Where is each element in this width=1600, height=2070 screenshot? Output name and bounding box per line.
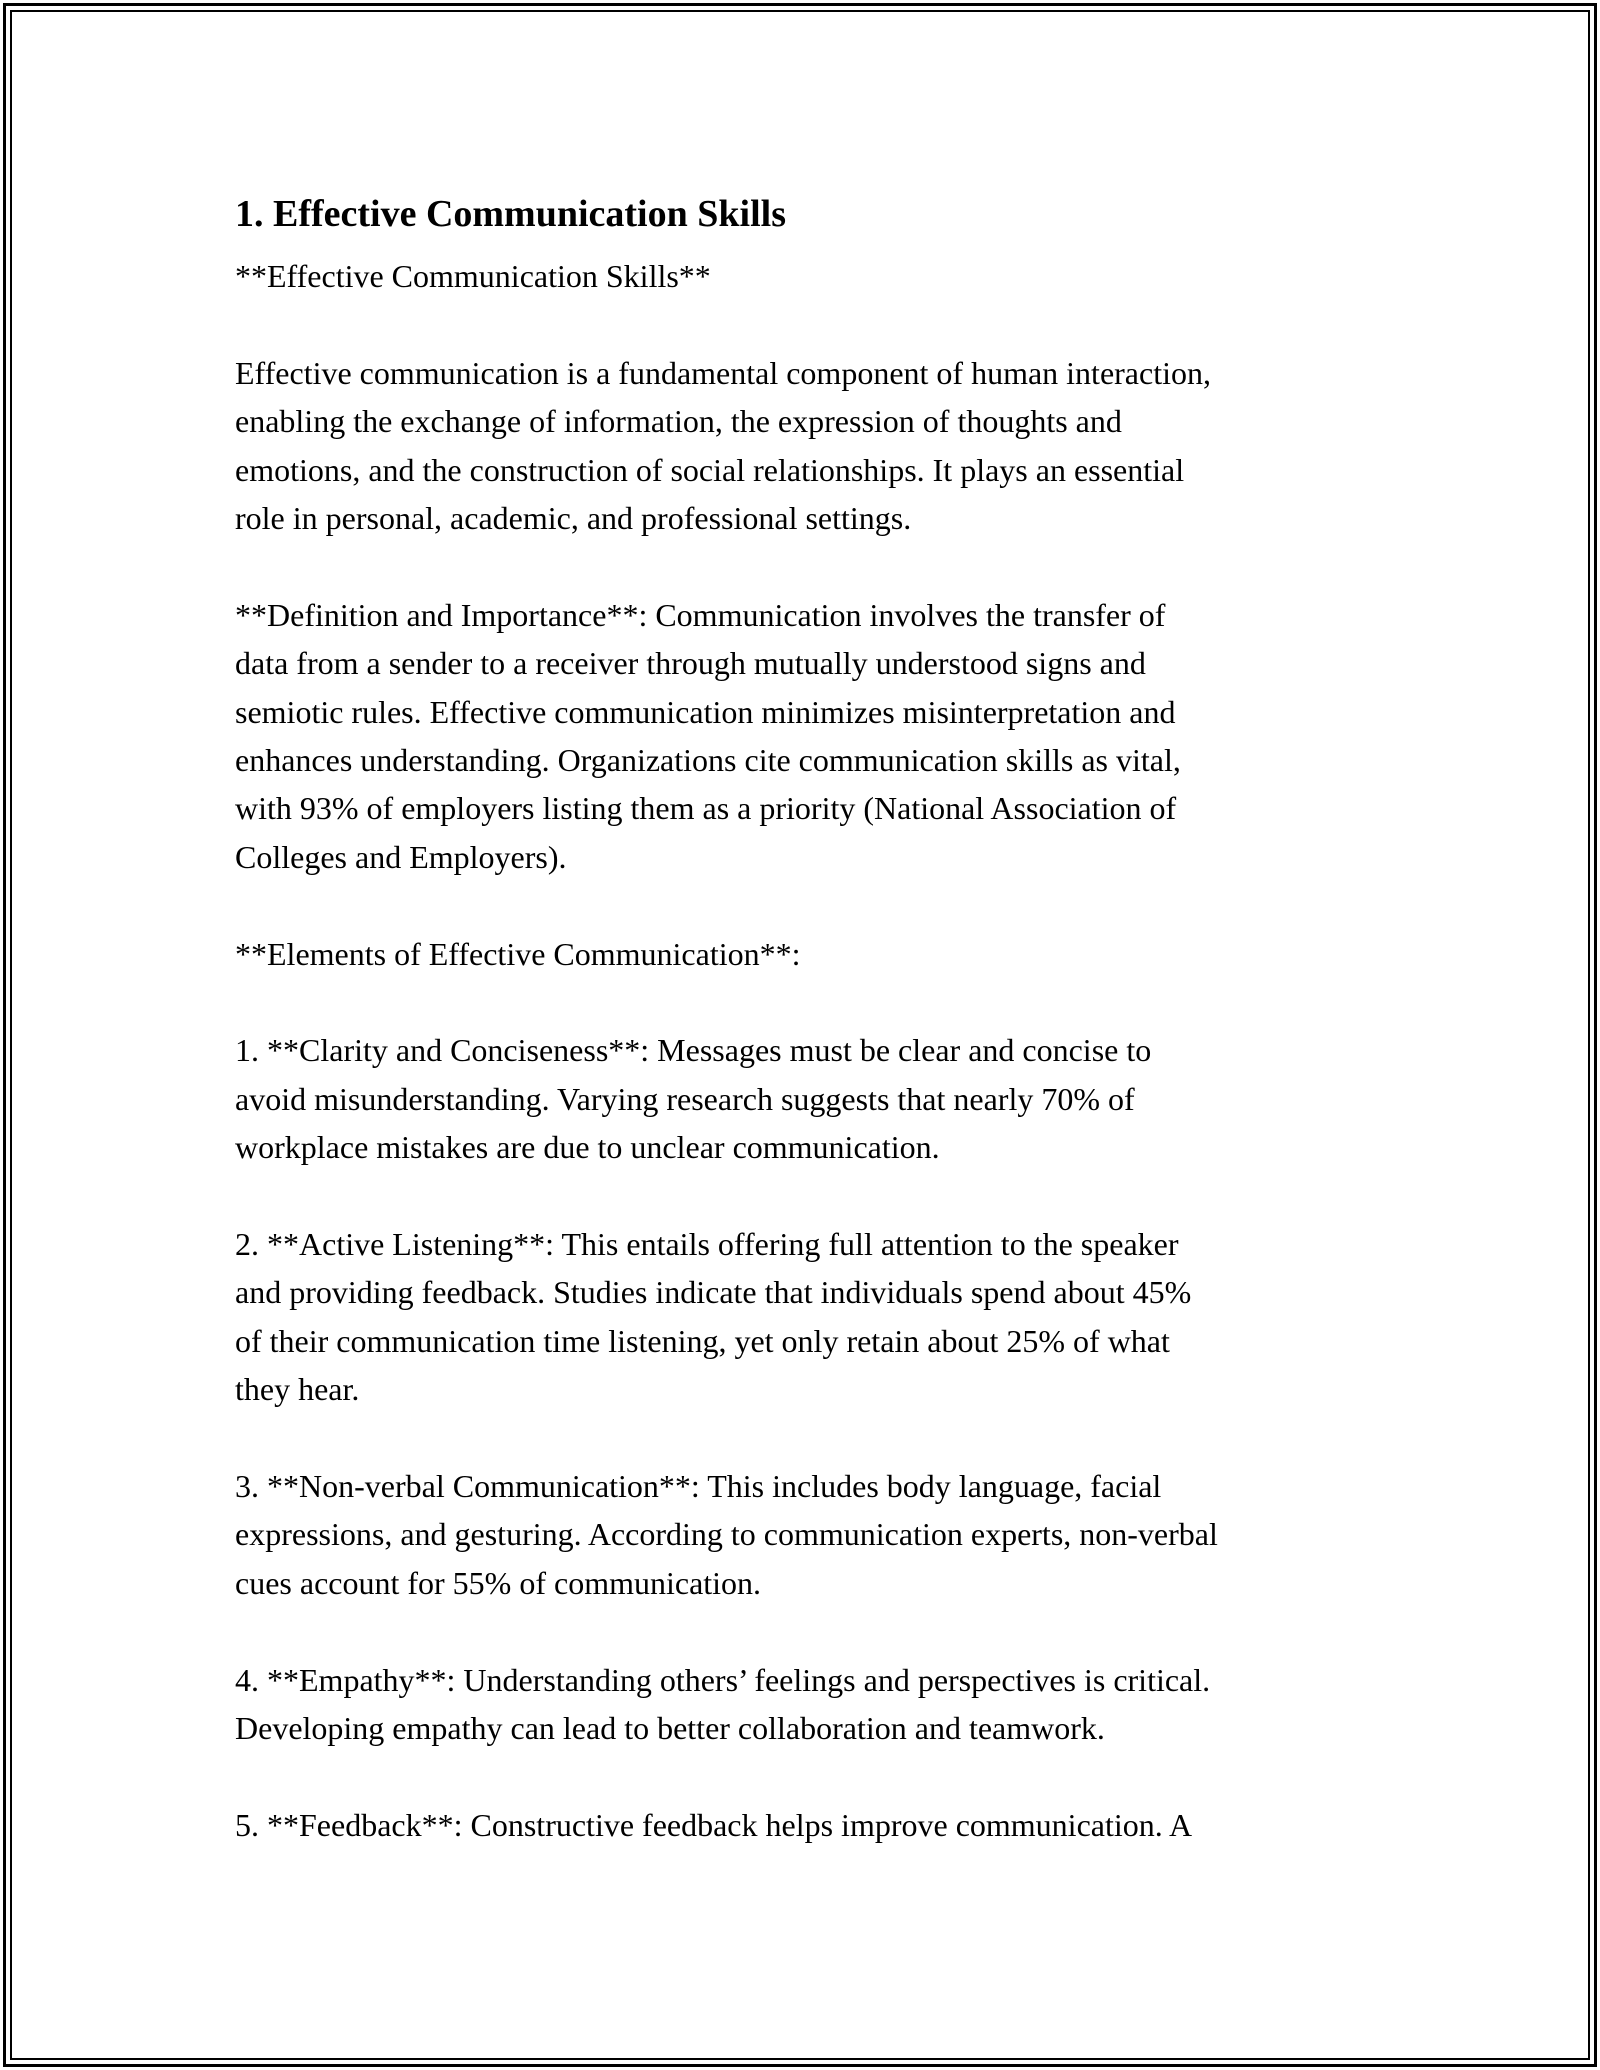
list-item-clarity xyxy=(235,1026,1385,1171)
text-line: 1. **Clarity and Conciseness**: Messages must be clear and concise to xyxy=(235,1032,1152,1069)
text-line: Effective communication is a fundamental component of human interaction, xyxy=(235,354,1211,391)
text-line: semiotic rules. Effective communication minimizes misinterpretation and xyxy=(235,693,1176,730)
document-body xyxy=(235,186,1385,1898)
text-line: 4. **Empathy**: Understanding others’ feelings and perspectives is critical. xyxy=(235,1661,1211,1698)
text-line: cues account for 55% of communication. xyxy=(235,1564,762,1601)
text-line: enhances understanding. Organizations cite communication skills as vital, xyxy=(235,742,1181,779)
text-line: 3. **Non-verbal Communication**: This includes body language, facial xyxy=(235,1468,1162,1505)
list-item-active-listening xyxy=(235,1220,1385,1414)
text-line: 2. **Active Listening**: This entails offering full attention to the speaker xyxy=(235,1226,1179,1263)
list-item-empathy xyxy=(235,1656,1385,1753)
text-line: role in personal, academic, and professional settings. xyxy=(235,500,912,537)
paragraph-elements-heading xyxy=(235,930,1385,978)
list-item-non-verbal xyxy=(235,1462,1385,1607)
document-title: 1. Effective Communication Skills xyxy=(235,193,786,235)
text-line: expressions, and gesturing. According to communication experts, non-verbal xyxy=(235,1516,1218,1553)
text-line: of their communication time listening, yet only retain about 25% of what xyxy=(235,1322,1170,1359)
text-line: **Elements of Effective Communication**: xyxy=(235,935,801,972)
text-line: emotions, and the construction of social relationships. It plays an essential xyxy=(235,451,1185,488)
text-line: **Definition and Importance**: Communication involves the transfer of xyxy=(235,596,1166,633)
text-line: avoid misunderstanding. Varying research suggests that nearly 70% of xyxy=(235,1080,1135,1117)
text-line: **Effective Communication Skills** xyxy=(235,258,711,294)
text-line: and providing feedback. Studies indicate that individuals spend about 45% xyxy=(235,1274,1192,1311)
paragraph-definition xyxy=(235,591,1385,881)
list-item-feedback xyxy=(235,1801,1385,1849)
text-line: workplace mistakes are due to unclear communication. xyxy=(235,1129,940,1166)
paragraph-intro xyxy=(235,349,1385,543)
paragraph-subtitle xyxy=(235,252,1385,300)
text-line: data from a sender to a receiver through mutually understood signs and xyxy=(235,645,1146,682)
text-line: 5. **Feedback**: Constructive feedback helps improve communication. A xyxy=(235,1806,1193,1843)
text-line: enabling the exchange of information, the expression of thoughts and xyxy=(235,403,1122,440)
text-line: Developing empathy can lead to better collaboration and teamwork. xyxy=(235,1710,1105,1747)
text-line: Colleges and Employers). xyxy=(235,838,567,875)
text-line: with 93% of employers listing them as a priority (National Association of xyxy=(235,790,1177,827)
text-line: they hear. xyxy=(235,1371,360,1408)
